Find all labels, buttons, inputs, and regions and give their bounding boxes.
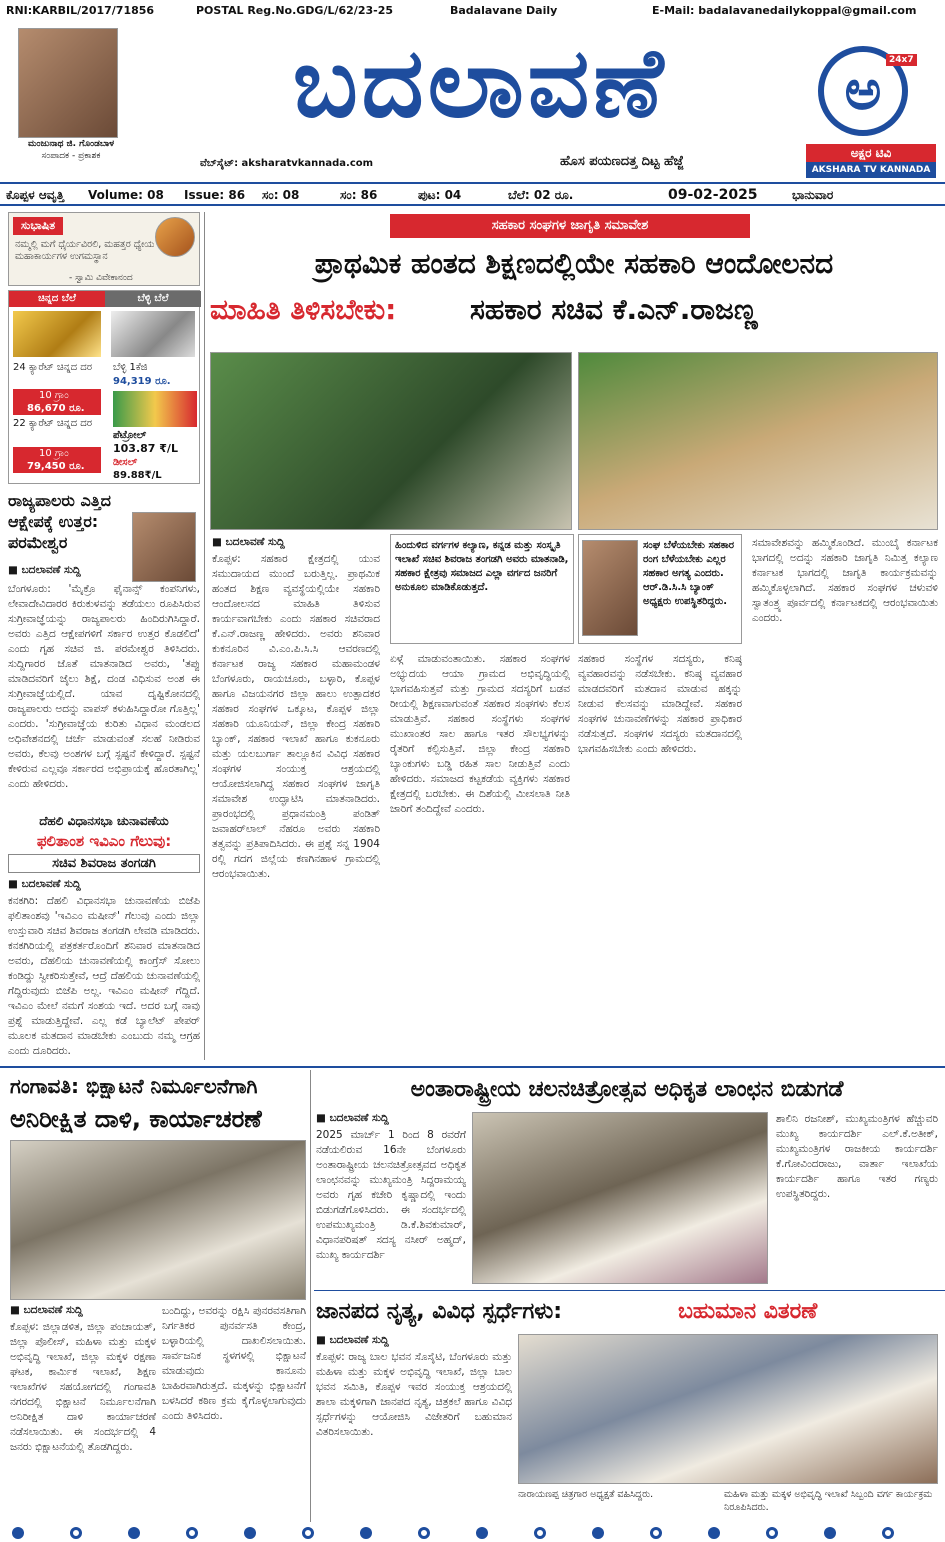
gold22-qty: 10 ಗ್ರಾಂ bbox=[13, 447, 101, 460]
petrol-label: ಪೆಟ್ರೋಲ್ bbox=[113, 430, 147, 441]
dateline-bar bbox=[0, 182, 945, 206]
gangavati-headline-1: ಗಂಗಾವತಿ: ಭಿಕ್ಷಾಟನೆ ನಿರ್ಮೂಲನೆಗಾಗಿ bbox=[10, 1074, 258, 1098]
story1-headline-3: ಪರಮೇಶ್ವರ bbox=[8, 533, 68, 552]
gangavati-headline-2: ಅನಿರೀಕ್ಷಿತ ದಾಳಿ, ಕಾರ್ಯಾಚರಣೆ bbox=[10, 1105, 262, 1133]
story1-headline-1: ರಾಜ್ಯಪಾಲರು ಎತ್ತಿದ bbox=[8, 491, 111, 510]
page-count: ಪುಟ: 04 bbox=[418, 188, 462, 202]
subhashita-title: ಸುಭಾಷಿತ bbox=[13, 217, 63, 235]
dot-icon bbox=[244, 1527, 256, 1539]
dot-icon bbox=[708, 1527, 720, 1539]
lead-byline: ■ ಬದಲಾವಣೆ ಸುದ್ದಿ bbox=[212, 536, 285, 548]
lead-photo-felicitation bbox=[578, 352, 938, 530]
masthead bbox=[0, 22, 945, 182]
tv-name: ಅಕ್ಷರ ಟಿವಿ bbox=[806, 144, 936, 162]
lead-col3: ಸಹಕಾರ ಸಂಸ್ಥೆಗಳ ಸದಸ್ಯರು, ಕನಿಷ್ಠ ವ್ಯವಹಾರವನ್ನು ನಡೆಸಬೇಕು. ಕನಿಷ್ಠ ವ್ಯವಹಾರ ಮಾಡದವರಿಗೆ ಮತದಾನ ಮಾಡುವ ಹಕ್ಕನ್ನು ನೀಡುವ ಕೆಲಸವನ್ನು ಮಾಡಿದ್ದೇವೆ. ಸಹಕಾರ ಸಂಘಗಳ ಚುನಾವಣೆಗಳನ್ನು ಸಹಕಾರ ಪ್ರಾಧಿಕಾರ ನಡೆಸುತ್ತದೆ. ಸಂಘಗಳ ಸದಸ್ಯರು ಮತದಾನದಲ್ಲಿ ಭಾಗವಹಿಸಬೇಕು ಎಂದು ಹೇಳಿದರು. bbox=[578, 653, 742, 755]
film-col2: ಶಾಲಿನಿ ರಜನೀಶ್, ಮುಖ್ಯಮಂತ್ರಿಗಳ ಹೆಚ್ಚುವರಿ ಮುಖ್ಯ ಕಾರ್ಯದರ್ಶಿ ಎಲ್.ಕೆ.ಅತೀಕ್, ಮುಖ್ಯಮಂತ್ರಿಗಳ ರಾಜಕೀಯ ಕಾರ್ಯದರ್ಶಿ ಕೆ.ಗೋವಿಂದರಾಜು, ವಾರ್ತಾ ಇಲಾಖೆಯ ಕಾರ್ಯದರ್ಶಿ ಹಾಗೂ ಇತರ ಗಣ್ಯರು ಉಪಸ್ಥಿತರಿದ್ದರು. bbox=[776, 1113, 938, 1200]
folk-caption-1: ನಾರಾಯಣಪ್ಪ ಚಿತ್ರಗಾರ ಅಧ್ಯಕ್ಷತೆ ವಹಿಸಿದ್ದರು. bbox=[518, 1489, 654, 1500]
dot-icon bbox=[476, 1527, 488, 1539]
silver-value: 94,319 ರೂ. bbox=[113, 376, 171, 387]
dot-icon bbox=[534, 1527, 546, 1539]
sanchike: ಸಂ: 86 bbox=[340, 188, 378, 202]
parameshwar-photo bbox=[132, 512, 196, 582]
gold-bar-icon bbox=[13, 311, 101, 357]
dot-icon bbox=[766, 1527, 778, 1539]
folk-byline: ■ ಬದಲಾವಣೆ ಸುದ್ದಿ bbox=[316, 1334, 389, 1346]
dot-icon bbox=[882, 1527, 894, 1539]
subhashita-author: - ಸ್ವಾಮಿ ವಿವೇಕಾನಂದ bbox=[69, 273, 133, 283]
lead-ribbon: ಸಹಕಾರ ಸಂಘಗಳ ಜಾಗೃತಿ ಸಮಾವೇಶ bbox=[390, 214, 750, 238]
postal-reg: POSTAL Reg.No.GDG/L/62/23-25 bbox=[196, 4, 394, 17]
price-box bbox=[8, 290, 200, 484]
story2-subhead: ಸಚಿವ ಶಿವರಾಜ ತಂಗಡಗಿ bbox=[8, 854, 200, 873]
lead-headline-1: ಪ್ರಾಥಮಿಕ ಹಂತದ ಶಿಕ್ಷಣದಲ್ಲಿಯೇ ಸಹಕಾರಿ ಆಂದೋಲನದ bbox=[314, 247, 834, 280]
dot-icon bbox=[128, 1527, 140, 1539]
gangavati-byline: ■ ಬದಲಾವಣೆ ಸುದ್ದಿ bbox=[10, 1304, 83, 1316]
dot-icon bbox=[70, 1527, 82, 1539]
dot-icon bbox=[824, 1527, 836, 1539]
samputa: ಸಂ: 08 bbox=[262, 188, 300, 202]
vivekananda-photo bbox=[155, 217, 195, 257]
left-story-governor bbox=[8, 490, 200, 808]
film-byline: ■ ಬದಲಾವಣೆ ಸುದ್ದಿ bbox=[316, 1112, 389, 1124]
dot-icon bbox=[186, 1527, 198, 1539]
diesel-label: ಡೀಸಲ್ bbox=[113, 457, 138, 468]
lead-quote-box: ಹಿಂದುಳಿದ ವರ್ಗಗಳ ಕಲ್ಯಾಣ, ಕನ್ನಡ ಮತ್ತು ಸಂಸ್ಕೃತಿ ಇಲಾಖೆ ಸಚಿವ ಶಿವರಾಜ ತಂಗಡಗಿ ಅವರು ಮಾತನಾಡಿ, ಸಹಕಾರ ಕ್ಷೇತ್ರವು ಸಮಾಜದ ಎಲ್ಲಾ ವರ್ಗದ ಜನರಿಗೆ ಅನುಕೂಲ ಮಾಡಿಕೊಡುತ್ತದೆ. bbox=[390, 534, 574, 644]
folk-photo bbox=[518, 1334, 938, 1484]
volume: Volume: 08 bbox=[88, 188, 164, 202]
gold24-value: 86,670 ರೂ. bbox=[13, 402, 101, 415]
story2-body: ಕನಕಗಿರಿ: ದೆಹಲಿ ವಿಧಾನಸಭಾ ಚುನಾವಣೆಯ ಬಿಜೆಪಿ ಫಲಿತಾಂಶವು 'ಇವಿಎಂ ಮಷೀನ್' ಗೆಲುವು ಎಂದು ಜಿಲ್ಲಾ ಉಸ್ತುವಾರಿ ಸಚಿವ ಶಿವರಾಜ ತಂಗಡಗಿ ಲೇವಡಿ ಮಾಡಿದರು. ಕನಕಗಿರಿಯಲ್ಲಿ ಪತ್ರಕರ್ತರೊಂದಿಗೆ ಶನಿವಾರ ಮಾತನಾಡಿದ ಅವರು, ದೆಹಲಿಯ ಚುನಾವಣೆಯಲ್ಲಿ ಕಾಂಗ್ರೆಸ್ ಸೋಲು ಕಂಡಿದ್ದು ಸ್ವೀಕರಿಸುತ್ತೇವೆ, ಆದ್ರೆ ದೆಹಲಿಯ ಚುನಾವಣೆಯಲ್ಲಿ ಗೆದ್ದಿರುವುದು ಬಿಜೆಪಿ ಅಲ್ಲ. ಇವಿಎಂ ಮಷೀನ್ ಗೆದ್ದಿದೆ. ಇವಿಎಂ ಮೇಲೆ ನಮಗೆ ಸಂಶಯ ಇದೆ. ಅದರ ಬಗ್ಗೆ ನಾವು ಪ್ರಶ್ನೆ ಮಾಡುತ್ತಿದ್ದೇವೆ. ಎಲ್ಲ ಕಡೆ ಬ್ಯಾಲೆಟ್ ಪೇಪರ್ ಮೂಲಕ ಮತದಾನ ಮಾಡಬೇಕು ಎಂಬುದು ನಮ್ಮ ಆಗ್ರಹ ಎಂದು ದೂರಿದರು. bbox=[8, 895, 200, 1057]
fuel-chart-icon bbox=[113, 391, 197, 427]
paper-name-english: Badalavane Daily bbox=[450, 4, 558, 17]
story1-byline: ■ ಬದಲಾವಣೆ ಸುದ್ದಿ bbox=[8, 564, 81, 576]
folk-body: ಕೊಪ್ಪಳ: ರಾಜ್ಯ ಬಾಲ ಭವನ ಸೊಸೈಟಿ, ಬೆಂಗಳೂರು ಮತ್ತು ಮಹಿಳಾ ಮತ್ತು ಮಕ್ಕಳ ಅಭಿವೃದ್ಧಿ ಇಲಾಖೆ, ಜಿಲ್ಲಾ ಬಾಲ ಭವನ ಸಮಿತಿ, ಕೊಪ್ಪಳ ಇವರ ಸಂಯುಕ್ತ ಆಶ್ರಯದಲ್ಲಿ ಶಾಲಾ ಮಕ್ಕಳಿಗಾಗಿ ಜಾನಪದ ನೃತ್ಯ, ಚಿತ್ರಕಲೆ ಹಾಗೂ ವಿವಿಧ ಸ್ಪರ್ಧೆಗಳನ್ನು ಆಯೋಜಿಸಿ ವಿಜೇತರಿಗೆ ಬಹುಮಾನ ವಿತರಿಸಲಾಯಿತು. bbox=[316, 1351, 512, 1438]
tangadagi-photo bbox=[582, 540, 638, 636]
dot-icon bbox=[418, 1527, 430, 1539]
film-divider bbox=[314, 1290, 945, 1291]
tv-name-english: AKSHARA TV KANNADA bbox=[806, 162, 936, 178]
gangavati-col2: ಬಂದಿದ್ದು, ಅವರನ್ನು ರಕ್ಷಿಸಿ ಪುನರವಸತಿಗಾಗಿ ನಿರ್ಗತಿಕರ ಪುನರ್ವಸತಿ ಕೇಂದ್ರ, ಬಳ್ಳಾರಿಯಲ್ಲಿ ದಾಖಲಿಸಲಾಯಿತು. ಸಾರ್ವಜನಿಕ ಸ್ಥಳಗಳಲ್ಲಿ ಭಿಕ್ಷಾಟನೆ ಮಾಡುವುದು ಕಾನೂನು ಬಾಹಿರವಾಗಿರುತ್ತದೆ. ಮಕ್ಕಳನ್ನು ಭಿಕ್ಷಾಟನೆಗೆ ಬಳಸಿದರೆ ಕಠಿಣ ಕ್ರಮ ಕೈಗೊಳ್ಳಲಾಗುವುದು ಎಂದು ತಿಳಿಸಿದರು. bbox=[162, 1305, 306, 1422]
film-headline: ಅಂತಾರಾಷ್ಟ್ರೀಯ ಚಲನಚಿತ್ರೋತ್ಸವ ಅಧಿಕೃತ ಲಾಂಛನ ಬಿಡುಗಡೆ bbox=[410, 1077, 844, 1102]
diesel-value: 89.88₹/L bbox=[113, 470, 162, 481]
petrol-value: 103.87 ₹/L bbox=[113, 442, 178, 455]
rni-number: RNI:KARBIL/2017/71856 bbox=[6, 4, 155, 17]
lead-col4: ಸಮಾವೇಶವನ್ನು ಹಮ್ಮಿಕೊಂಡಿದೆ. ಮುಂಬೈ ಕರ್ನಾಟಕ ಭಾಗದಲ್ಲಿ ಅದನ್ನು ಸಹಕಾರಿ ಜಾಗೃತಿ ನಿಮಿತ್ತ ಕಲ್ಯಾಣ ಕರ್ನಾಟಕ ಭಾಗದಲ್ಲಿ ಜಾಗೃತಿ ಕಾರ್ಯಕ್ರಮವನ್ನು ಹಮ್ಮಿಕೊಳ್ಳಲಾಗಿದೆ. ಸಹಕಾರ ಸಂಘಗಳ ಚಳುವಳಿ ಸ್ವಾತಂತ್ರ್ಯ ಪೂರ್ವದಲ್ಲಿ ಕರ್ನಾಟಕದಲ್ಲಿ ಆರಂಭವಾಯಿತು ಎಂದರು. bbox=[752, 537, 938, 624]
story2-byline: ■ ಬದಲಾವಣೆ ಸುದ್ದಿ bbox=[8, 878, 81, 890]
subhashita-quote: ನಮ್ಮಲ್ಲಿ ಮಗೆ ಧೈರ್ಯವಿರಲಿ, ಮಹತ್ತರ ಧ್ಯೇಯ ಮಹಾಕಾರ್ಯಗಳ ಉಗಮಸ್ಥಾನ bbox=[15, 239, 155, 262]
dot-icon bbox=[12, 1527, 24, 1539]
edition: ಕೊಪ್ಪಳ ಆವೃತ್ತಿ bbox=[6, 188, 65, 202]
dot-icon bbox=[302, 1527, 314, 1539]
story2-headline: ಫಲಿತಾಂಶ ಇವಿಎಂ ಗೆಲುವು: bbox=[36, 832, 172, 850]
founder-role: ಸಂಪಾದಕ - ಪ್ರಕಾಶಕ bbox=[41, 151, 101, 161]
dot-icon bbox=[592, 1527, 604, 1539]
silver-label: ಬೆಳ್ಳಿ 1ಕೆಜಿ bbox=[113, 362, 148, 373]
folk-caption-2: ಮಹಿಳಾ ಮತ್ತು ಮಕ್ಕಳ ಅಭಿವೃದ್ಧಿ ಇಲಾಖೆ ಸಿಬ್ಬಂದಿ ವರ್ಗ ಕಾರ್ಯಕ್ರಮ ನಿರೂಪಿಸಿದರು. bbox=[724, 1489, 933, 1513]
price: ಬೆಲೆ: 02 ರೂ. bbox=[508, 188, 574, 202]
tv-logo bbox=[808, 46, 928, 138]
top-strip bbox=[0, 0, 945, 22]
founder-name: ಮಂಜುನಾಥ ಜಿ. ಗೊಂಡಬಾಳ bbox=[27, 139, 115, 149]
folk-headline-b: ಬಹುಮಾನ ವಿತರಣೆ bbox=[678, 1299, 818, 1324]
subhashita-box bbox=[8, 212, 200, 286]
masthead-title: ಬದಲಾವಣೆ bbox=[292, 27, 668, 139]
dot-icon bbox=[360, 1527, 372, 1539]
column-divider bbox=[204, 212, 205, 1060]
issue: Issue: 86 bbox=[184, 188, 246, 202]
gold22-label: 22 ಕ್ಯಾರೆಟ್ ಚಿನ್ನದ ದರ bbox=[13, 418, 92, 429]
silver-price-title: ಬೆಳ್ಳಿ ಬೆಲೆ bbox=[105, 291, 201, 307]
silver-bar-icon bbox=[111, 311, 195, 357]
story2-kicker: ದೆಹಲಿ ವಿಧಾನಸಭಾ ಚುನಾವಣೆಯ bbox=[39, 814, 169, 828]
gold22-value: 79,450 ರೂ. bbox=[13, 460, 101, 473]
section-divider bbox=[0, 1066, 945, 1068]
gold24-qty: 10 ಗ್ರಾಂ bbox=[13, 389, 101, 402]
tv-letter-icon: ಅ bbox=[818, 46, 908, 136]
weekday: ಭಾನುವಾರ bbox=[792, 188, 834, 202]
dot-icon bbox=[650, 1527, 662, 1539]
tv-badge: 24x7 bbox=[886, 54, 917, 66]
lead-col2: ಏಳ್ಗೆ ಮಾಡುವಂತಾಯಿತು. ಸಹಕಾರ ಸಂಘಗಳ ಅಭ್ಯುದಯ ಆಯಾ ಗ್ರಾಮದ ಅಭಿವೃದ್ಧಿಯಲ್ಲಿ ಭಾಗವಹಿಸುತ್ತವೆ ಮತ್ತು ಗ್ರಾಮದ ಸದಸ್ಯರಿಗೆ ಬಡವ ರೀಯಲ್ಲಿ ಶಿಕ್ಷಣವಾಗುವಂತೆ ಸಹಕಾರ ಸಂಘಗಳು ಕೆಲಸ ಮಾಡುತ್ತಿವೆ. ಸಹಕಾರ ಸಂಸ್ಥೆಗಳು ಸಂಘಗಳ ಮುಖಾಂತರ ಸಾಲ ಹಾಗೂ ಇತರ ಸೌಲಭ್ಯಗಳನ್ನು ರೈತರಿಗೆ ಕಲ್ಪಿಸುತ್ತಿವೆ. ಜಿಲ್ಲಾ ಕೇಂದ್ರ ಸಹಕಾರಿ ಬ್ಯಾಂಕುಗಳು ಬಡ್ಡಿ ರಹಿತ ಸಾಲ ನೀಡುತ್ತಿವೆ ಎಂದು ಹೇಳಿದರು. ಸಮಾಜದ ಕಟ್ಟಕಡೆಯ ವ್ಯಕ್ತಿಗಳು ಸಹಕಾರ ಕ್ಷೇತ್ರದಲ್ಲಿ ಬರಬೇಕು. ಈ ದಿಶೆಯಲ್ಲಿ ಮೀಸಲಾತಿ ನೀತಿ ಜಾರಿಗೆ ತಂದಿದ್ದೇವೆ ಎಂದರು. bbox=[390, 653, 570, 815]
email-address: E-Mail: badalavanedailykoppal@gmail.com bbox=[652, 4, 917, 17]
gangavati-photo bbox=[10, 1140, 306, 1300]
left-story-evm bbox=[8, 814, 200, 1060]
website-link[interactable]: ವೆಬ್‌ಸೈಟ್: aksharatvkannada.com bbox=[200, 158, 374, 169]
gangavati-col1: ಕೊಪ್ಪಳ: ಜಿಲ್ಲಾಡಳಿತ, ಜಿಲ್ಲಾ ಪಂಚಾಯತ್, ಜಿಲ್ಲಾ ಪೊಲೀಸ್, ಮಹಿಳಾ ಮತ್ತು ಮಕ್ಕಳ ಅಭಿವೃದ್ಧಿ ಇಲಾಖೆ, ಜಿಲ್ಲಾ ಮಕ್ಕಳ ರಕ್ಷಣಾ ಘಟಕ, ಕಾರ್ಮಿಕ ಇಲಾಖೆ, ಶಿಕ್ಷಣ ಇಲಾಖೆಗಳ ಸಹಯೋಗದಲ್ಲಿ ಗಂಗಾವತಿ ನಗರದಲ್ಲಿ ಭಿಕ್ಷಾಟನೆ ನಿರ್ಮೂಲನೆಗಾಗಿ ಅನಿರೀಕ್ಷಿತ ದಾಳಿ ಕಾರ್ಯಾಚರಣೆ ನಡೆಸಲಾಯಿತು. ಈ ಸಂದರ್ಭದಲ್ಲಿ 4 ಜನರು ಭಿಕ್ಷಾಟನೆಯಲ್ಲಿ ತೊಡಗಿದ್ದರು. bbox=[10, 1321, 156, 1453]
film-photo bbox=[472, 1112, 768, 1284]
folk-headline-a: ಜಾನಪದ ನೃತ್ಯ, ವಿವಿಧ ಸ್ಪರ್ಧೆಗಳು: bbox=[316, 1299, 563, 1324]
gold24-label: 24 ಕ್ಯಾರೆಟ್ ಚಿನ್ನದ ದರ bbox=[13, 362, 92, 373]
lead-headline-2b: ಸಹಕಾರ ಸಚಿವ ಕೆ.ಎನ್.ರಾಜಣ್ಣ bbox=[470, 293, 758, 326]
story1-body: ಬೆಂಗಳೂರು: 'ಮೈಕ್ರೊ ಫೈನಾನ್ಸ್ ಕಂಪನಿಗಳು, ಲೇವಾದೇವಿದಾರರ ಕಿರುಕುಳವನ್ನು ತಡೆಯಲು ರೂಪಿಸಿರುವ ಸುಗ್ರೀವಾಜ್ಞೆಯನ್ನು ರಾಜ್ಯಪಾಲರು ಹಿಂದಿರುಗಿಸಿದ್ದಾರೆ. ಅವರು ಎತ್ತಿದ ಆಕ್ಷೇಪಗಳಿಗೆ ಸರ್ಕಾರ ಉತ್ತರ ಕೊಡಲಿದೆ' ಎಂದು ಗೃಹ ಸಚಿವ ಜಿ. ಪರಮೇಶ್ವರ ತಿಳಿಸಿದರು. ಸುದ್ದಿಗಾರರ ಜೊತೆ ಮಾತನಾಡಿದ ಅವರು, 'ತಪ್ಪು ಮಾಡಿದವರಿಗೆ ಜೈಲು ಶಿಕ್ಷೆ, ದಂಡ ವಿಧಿಸುವ ಅಂಶ ಈ ಸುಗ್ರೀವಾಜ್ಞೆಯಲ್ಲಿದೆ. ಯಾವ ದೃಷ್ಟಿಕೋನದಲ್ಲಿ ರಾಜ್ಯಪಾಲರು ಅದನ್ನು ವಾಪಸ್ ಕಳುಹಿಸಿದ್ದಾರೋ ಗೊತ್ತಿಲ್ಲ' ಎಂದರು. 'ಸುಗ್ರೀವಾಜ್ಞೆಯ ಕುರಿತು ವಿಧಾನ ಮಂಡಲದ ಅಧಿವೇಶನದಲ್ಲಿ ಚರ್ಚೆ ಮಾಡುವಂತೆ ಸಲಹೆ ನೀಡಿರುವ ಅವರು, ಕೆಲವು ಅಂಶಗಳ ಬಗ್ಗೆ ಸ್ಪಷ್ಟನೆ ಕೇಳಿದ್ದಾರೆ. ಸ್ಪಷ್ಟನೆ ಕೇಳಿರುವ ಎಲ್ಲವೂ ಸರ್ಕಾರದ ಅಭಿಪ್ರಾಯಕ್ಕೆ ಹೊರತಾಗಿಲ್ಲ' ಎಂದು ಹೇಳಿದರು. bbox=[8, 583, 200, 790]
bottom-column-divider bbox=[310, 1070, 311, 1522]
founder-photo bbox=[18, 28, 118, 138]
lead-quote-box-2: ಸಂಘ ಬೆಳೆಯಬೇಕು ಸಹಕಾರ ರಂಗ ಬೆಳೆಯಬೇಕು ಎಲ್ಲರ ಸಹಕಾರ ಅಗತ್ಯ ಎಂದರು. ಆರ್.ಡಿ.ಸಿ.ಸಿ ಬ್ಯಾಂಕ್ ಅಧ್ಯಕ್ಷರು ಉಪಸ್ಥಿತರಿದ್ದರು. bbox=[578, 534, 742, 644]
lead-col1: ಕೊಪ್ಪಳ: ಸಹಕಾರ ಕ್ಷೇತ್ರದಲ್ಲಿ ಯುವ ಸಮುದಾಯದ ಮುಂದೆ ಬರುತ್ತಿಲ್ಲ. ಪ್ರಾಥಮಿಕ ಹಂತದ ಶಿಕ್ಷಣ ವ್ಯವಸ್ಥೆಯಲ್ಲಿಯೇ ಸಹಕಾರಿ ಆಂದೋಲನದ ಮಾಹಿತಿ ತಿಳಿಸುವ ಕಾರ್ಯವಾಗಬೇಕು ಎಂದು ಸಹಕಾರ ಸಚಿವರಾದ ಕೆ.ಎನ್.ರಾಜಣ್ಣ ಹೇಳಿದರು. ಅವರು ಶನಿವಾರ ಕುಕನೂರಿನ ವಿ.ಎಂ.ಪಿ.ಸಿ.ಸಿ ಆವರಣದಲ್ಲಿ ಕರ್ನಾಟಕ ರಾಜ್ಯ ಸಹಕಾರ ಮಹಾಮಂಡಳ ಬೆಂಗಳೂರು, ರಾಯಚೂರು, ಬಳ್ಳಾರಿ, ಕೊಪ್ಪಳ ಹಾಗೂ ವಿಜಯನಗರ ಜಿಲ್ಲಾ ಹಾಲು ಉತ್ಪಾದಕರ ಸಹಕಾರ ಸಂಘಗಳ ಒಕ್ಕೂಟ, ಕೊಪ್ಪಳ ಜಿಲ್ಲಾ ಸಹಕಾರಿ ಯೂನಿಯನ್, ಜಿಲ್ಲಾ ಕೇಂದ್ರ ಸಹಕಾರಿ ಬ್ಯಾಂಕ್, ಸಹಕಾರ ಇಲಾಖೆ ಹಾಗೂ ಕುಕನೂರು ಮತ್ತು ಯಲಬುರ್ಗಾ ತಾಲ್ಲೂಕಿನ ವಿವಿಧ ಸಹಕಾರ ಸಂಘಗಳ ಸಂಯುಕ್ತ ಆಶ್ರಯದಲ್ಲಿ ಆಯೋಜಿಸಲಾಗಿದ್ದ ಸಹಕಾರ ಸಂಘಗಳ ಜಾಗೃತಿ ಸಮಾವೇಶ ಉದ್ಘಾಟಿಸಿ ಮಾತನಾಡಿದರು. ಪ್ರಾರಂಭದಲ್ಲಿ ಪ್ರಧಾನಮಂತ್ರಿ ಪಂಡಿತ್ ಜವಾಹರ್‌ಲಾಲ್ ನೆಹರೂ ಅವರು ಸಹಕಾರಿ ತತ್ವವನ್ನು ಪ್ರತಿಪಾದಿಸಿದರು. ಈ ಪ್ರಶ್ನೆ ಸನ್ನ 1904 ರಲ್ಲಿ ಗದಗ ಜಿಲ್ಲೆಯ ಕಣಗಿನಹಾಳ ಗ್ರಾಮದಲ್ಲಿ ಆರಂಭವಾಯಿತು. bbox=[212, 553, 380, 880]
story1-headline-2: ಆಕ್ಷೇಪಕ್ಕೆ ಉತ್ತರ: bbox=[8, 512, 99, 531]
lead-headline-2a: ಮಾಹಿತಿ ತಿಳಿಸಬೇಕು: bbox=[210, 293, 397, 326]
issue-date: 09-02-2025 bbox=[668, 187, 758, 203]
gold-price-title: ಚಿನ್ನದ ಬೆಲೆ bbox=[9, 291, 105, 307]
registration-dots bbox=[0, 1524, 945, 1542]
lead-photo-lamp-lighting bbox=[210, 352, 572, 530]
film-col1: 2025 ಮಾರ್ಚ್ 1 ರಿಂದ 8 ರವರೆಗೆ ನಡೆಯಲಿರುವ 16ನೇ ಬೆಂಗಳೂರು ಅಂತಾರಾಷ್ಟ್ರೀಯ ಚಲನಚಿತ್ರೋತ್ಸವದ ಅಧಿಕೃತ ಲಾಂಛನವನ್ನು ಮುಖ್ಯಮಂತ್ರಿ ಸಿದ್ದರಾಮಯ್ಯ ಅವರು ಗೃಹ ಕಚೇರಿ ಕೃಷ್ಣಾದಲ್ಲಿ ಇಂದು ಬಿಡುಗಡೆಗೊಳಿಸಿದರು. ಈ ಸಂದರ್ಭದಲ್ಲಿ ಉಪಮುಖ್ಯಮಂತ್ರಿ ಡಿ.ಕೆ.ಶಿವಕುಮಾರ್, ವಿಧಾನಪರಿಷತ್ ಸದಸ್ಯ ನಸೀರ್ ಅಹ್ಮದ್, ಮುಖ್ಯ ಕಾರ್ಯದರ್ಶಿ bbox=[316, 1129, 466, 1261]
tagline: ಹೊಸ ಪಯಣದತ್ತ ದಿಟ್ಟ ಹೆಜ್ಜೆ bbox=[560, 154, 684, 169]
